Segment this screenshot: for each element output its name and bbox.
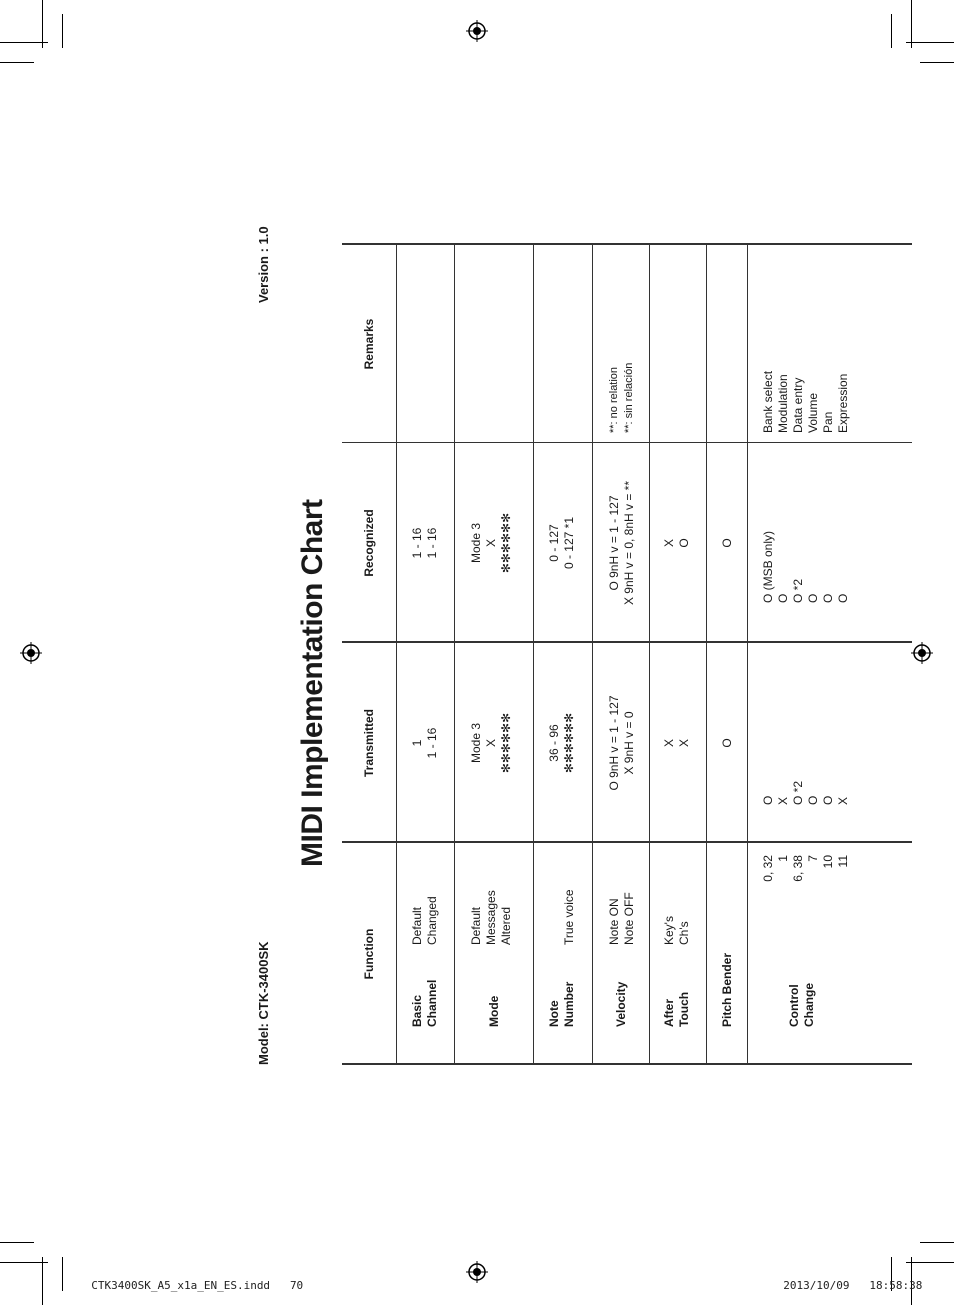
basic-channel-transmitted: 1 1 - 16 — [410, 727, 439, 759]
row-label-after-touch: After Touch — [662, 991, 691, 1027]
control-change-transmitted: O X O *2 O O X — [761, 780, 850, 805]
footer-date: 2013/10/09 — [783, 1279, 850, 1292]
row-label-basic-channel: Basic Channel — [410, 979, 439, 1027]
row-divider — [533, 243, 534, 1065]
row-label-control-change: Control Change — [787, 982, 816, 1027]
basic-channel-recognized: 1 - 16 1 - 16 — [410, 527, 439, 559]
after-touch-sub: Key's Ch's — [662, 916, 691, 945]
pitch-bender-recognized: O — [720, 538, 734, 548]
table-border-right — [342, 243, 912, 245]
row-divider — [454, 243, 455, 1065]
row-label-mode: Mode — [487, 995, 501, 1027]
midi-chart-table — [342, 243, 912, 1065]
control-change-remarks: Bank select Modulation Data entry Volume Pan Expression — [761, 370, 850, 433]
row-divider — [706, 243, 707, 1065]
note-number-sub: True voice — [562, 889, 576, 945]
header-function: Function — [362, 928, 376, 980]
header-remarks: Remarks — [362, 318, 376, 370]
note-number-transmitted: 36 - 96 ✻✻✻✻✻✻ — [547, 712, 576, 774]
velocity-transmitted: O 9nH v = 1 - 127 X 9nH v = 0 — [607, 695, 636, 791]
velocity-remarks: **: no relation **: sin relación — [608, 362, 635, 433]
header-transmitted: Transmitted — [362, 709, 376, 778]
pitch-bender-transmitted: O — [720, 738, 734, 748]
after-touch-transmitted: X X — [662, 739, 691, 748]
table-border-left — [342, 1063, 912, 1065]
basic-channel-sub: Default Changed — [410, 896, 439, 945]
page-title: MIDI Implementation Chart — [296, 499, 329, 867]
after-touch-recognized: X O — [662, 538, 691, 548]
mode-recognized: Mode 3 X ✻✻✻✻✻✻ — [469, 512, 513, 574]
row-divider — [747, 243, 748, 1065]
footer-file: CTK3400SK_A5_x1a_EN_ES.indd — [91, 1279, 271, 1292]
row-label-note-number: Note Number — [547, 981, 576, 1027]
model-label: Model: CTK-3400SK — [256, 941, 271, 1065]
version-label: Version : 1.0 — [256, 226, 271, 303]
row-label-pitch-bender: Pitch Bender — [720, 952, 734, 1027]
control-change-recognized: O (MSB only) O O *2 O O O — [761, 530, 850, 603]
row-label-velocity: Velocity — [614, 981, 628, 1027]
control-change-sub: 0, 32 1 6, 38 7 10 11 — [761, 855, 850, 882]
note-number-recognized: 0 - 127 0 - 127 *1 — [547, 516, 576, 570]
row-divider — [649, 243, 650, 1065]
row-divider — [592, 243, 593, 1065]
footer-page: 70 — [289, 1279, 304, 1292]
velocity-recognized: O 9nH v = 1 - 127 X 9nH v = 0, 8nH v = ** — [607, 480, 636, 606]
mode-transmitted: Mode 3 X ✻✻✻✻✻✻ — [469, 712, 513, 774]
header-divider — [396, 243, 397, 1065]
footer-time: 18:58:38 — [869, 1279, 923, 1292]
mode-sub: Default Messages Altered — [469, 890, 513, 945]
header-recognized: Recognized — [362, 509, 376, 577]
velocity-sub: Note ON Note OFF — [607, 892, 636, 945]
